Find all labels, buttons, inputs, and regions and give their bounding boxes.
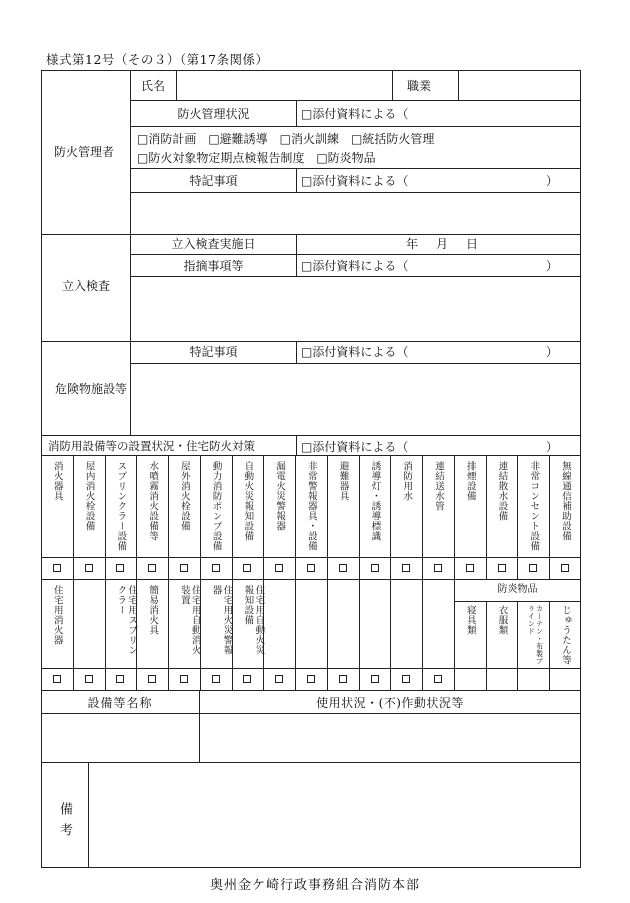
divider (41, 579, 581, 580)
equipment-label: 消防用水 (401, 461, 413, 501)
divider (136, 455, 137, 579)
checkbox[interactable] (85, 564, 93, 572)
checkbox[interactable] (212, 675, 220, 683)
inspection-date-label: 立入検査実施日 (171, 237, 256, 251)
divider (130, 168, 581, 169)
divider (486, 455, 487, 579)
findings-attach[interactable]: □添付資料による（ (301, 259, 409, 273)
divider (390, 455, 391, 579)
divider (296, 100, 297, 126)
divider (105, 579, 106, 690)
divider (517, 455, 518, 579)
equipment-label: 漏電火災警報器 (274, 461, 286, 531)
divider (200, 579, 201, 690)
checkbox[interactable] (116, 675, 124, 683)
equipment-label: 自動火災報知設備 (242, 461, 254, 541)
section-label-inspection: 立入検査 (62, 279, 111, 293)
flame-goods-item: 寝具類 (464, 605, 476, 635)
checkbox[interactable] (371, 675, 379, 683)
divider (168, 455, 169, 579)
inspection-date-value[interactable]: 年 月 日 (406, 237, 482, 251)
name-label: 氏名 (141, 79, 166, 93)
checkbox[interactable] (116, 564, 124, 572)
checkbox[interactable] (148, 564, 156, 572)
facility-name-label: 設備等名称 (87, 696, 153, 710)
occupation-field[interactable] (459, 71, 579, 99)
fire-manager-items-row2[interactable]: □防火対象物定期点検報告制度 □防炎物品 (137, 151, 376, 165)
facility-status-field[interactable] (200, 714, 579, 761)
equipment-label: 排煙設備 (464, 461, 476, 501)
occupation-label: 職業 (407, 79, 432, 93)
divider (41, 690, 581, 691)
divider (41, 435, 581, 436)
flame-goods-label: 防炎物品 (497, 584, 538, 595)
hazardous-remarks-label: 特記事項 (189, 345, 238, 359)
hazardous-remarks-close: ） (546, 345, 559, 359)
divider (486, 601, 487, 690)
checkbox[interactable] (561, 564, 569, 572)
home-equipment-label: 住宅用消火器 (51, 585, 63, 645)
home-equipment-label: 住宅用自動火災報知設備 (242, 585, 265, 655)
checkbox[interactable] (498, 564, 506, 572)
divider (327, 579, 328, 690)
flame-goods-item: カーテン・布製ブラインド (527, 605, 544, 665)
fire-manager-remarks-close: ） (546, 174, 559, 188)
divider (296, 341, 297, 363)
divider (359, 455, 360, 579)
equipment-label: 無線通信補助設備 (560, 461, 572, 541)
checkbox[interactable] (148, 675, 156, 683)
equipment-label: 非常警報器具・設備 (305, 461, 317, 551)
findings-label: 指摘事項等 (183, 259, 244, 273)
divider (327, 455, 328, 579)
divider (263, 455, 264, 579)
divider (41, 557, 581, 558)
checkbox[interactable] (371, 564, 379, 572)
hazardous-remarks-attach[interactable]: □添付資料による（ (301, 345, 409, 359)
equipment-label: 屋外消火栓設備 (178, 461, 190, 531)
divider (295, 579, 296, 690)
equipment-label: 動力消防ポンプ設備 (210, 461, 222, 551)
divider (422, 579, 423, 690)
divider (136, 579, 137, 690)
notes-field[interactable] (90, 763, 579, 867)
checkbox[interactable] (339, 675, 347, 683)
divider (549, 601, 550, 690)
divider (454, 455, 455, 579)
divider (454, 579, 455, 690)
checkbox[interactable] (53, 564, 61, 572)
checkbox[interactable] (434, 564, 442, 572)
divider (105, 455, 106, 579)
equipment-label: スプリンクラー設備 (115, 461, 127, 551)
form-title: 様式第12号（その３）（第17条関係） (46, 52, 269, 67)
divider (549, 455, 550, 579)
findings-field[interactable] (131, 277, 579, 340)
equipment-label: 水噴霧消火設備等 (147, 461, 159, 541)
equipment-label: 連結散水設備 (496, 461, 508, 521)
equipment-header: 消防用設備等の設置状況・住宅防火対策 (48, 439, 255, 453)
divider (392, 70, 393, 100)
divider (41, 668, 581, 669)
flame-goods-item: 衣服類 (496, 605, 508, 635)
flame-goods-item: じゅうたん等 (560, 605, 572, 665)
divider (73, 579, 74, 690)
divider (296, 234, 297, 276)
divider (130, 100, 581, 101)
equipment-label: 消火器具 (51, 461, 63, 501)
hazardous-remarks-field[interactable] (131, 364, 579, 434)
divider (232, 455, 233, 579)
fire-manager-remarks-label: 特記事項 (189, 174, 238, 188)
name-field[interactable] (177, 71, 391, 99)
checkbox[interactable] (180, 564, 188, 572)
facility-status-label: 使用状況・(不)作動状況等 (316, 696, 464, 710)
divider (41, 455, 581, 456)
divider (263, 579, 264, 690)
divider (517, 601, 518, 690)
equipment-attach[interactable]: □添付資料による（ (301, 440, 409, 454)
divider (296, 168, 297, 192)
home-equipment-label: 簡易消火具 (147, 585, 159, 635)
divider (130, 254, 581, 255)
divider (200, 455, 201, 579)
divider (88, 762, 89, 868)
home-equipment-label: 住宅用スプリンクラー (115, 585, 138, 655)
equipment-label: 連結送水管 (432, 461, 444, 511)
divider (390, 579, 391, 690)
checkbox[interactable] (53, 675, 61, 683)
checkbox[interactable] (85, 675, 93, 683)
equipment-label: 誘導灯・誘導標識 (369, 461, 381, 541)
section-label-hazardous: 危険物施設等 (55, 382, 128, 396)
divider (168, 579, 169, 690)
divider (73, 455, 74, 579)
checkbox[interactable] (243, 564, 251, 572)
checkbox[interactable] (466, 564, 474, 572)
home-equipment-label: 住宅用火災警報器 (210, 585, 233, 655)
findings-close: ） (546, 259, 559, 273)
notes-label: 備考 (56, 802, 72, 844)
divider (359, 579, 360, 690)
fire-manager-remarks-field[interactable] (131, 193, 579, 233)
divider (41, 341, 581, 342)
checkbox[interactable] (275, 675, 283, 683)
equipment-label: 避難器具 (337, 461, 349, 501)
checkbox[interactable] (275, 564, 283, 572)
facility-name-field[interactable] (42, 714, 198, 761)
fire-manager-remarks-attach[interactable]: □添付資料による（ (301, 174, 409, 188)
checkbox[interactable] (307, 564, 315, 572)
issuer-footer: 奥州金ケ崎行政事務組合消防本部 (209, 878, 420, 893)
divider (422, 455, 423, 579)
divider (295, 455, 296, 579)
equipment-label: 非常コンセント設備 (528, 461, 540, 551)
checkbox[interactable] (180, 675, 188, 683)
divider (130, 126, 581, 127)
checkbox[interactable] (402, 564, 410, 572)
status-attach-checkbox[interactable]: □添付資料による（ (301, 107, 409, 121)
divider (232, 579, 233, 690)
checkbox[interactable] (339, 564, 347, 572)
checkbox[interactable] (434, 675, 442, 683)
checkbox[interactable] (402, 675, 410, 683)
section-label-fire-manager: 防火管理者 (54, 145, 115, 159)
checkbox[interactable] (212, 564, 220, 572)
equipment-attach-close: ） (546, 440, 559, 454)
divider (454, 601, 581, 602)
fire-manager-items-row1[interactable]: □消防計画 □避難誘導 □消火訓練 □統括防火管理 (137, 132, 435, 146)
equipment-label: 屋内消火栓設備 (83, 461, 95, 531)
divider (41, 234, 581, 235)
checkbox[interactable] (243, 675, 251, 683)
status-label: 防火管理状況 (177, 107, 250, 121)
checkbox[interactable] (529, 564, 537, 572)
divider (296, 435, 297, 455)
checkbox[interactable] (307, 675, 315, 683)
home-equipment-label: 住宅用自動消火装置 (178, 585, 201, 655)
